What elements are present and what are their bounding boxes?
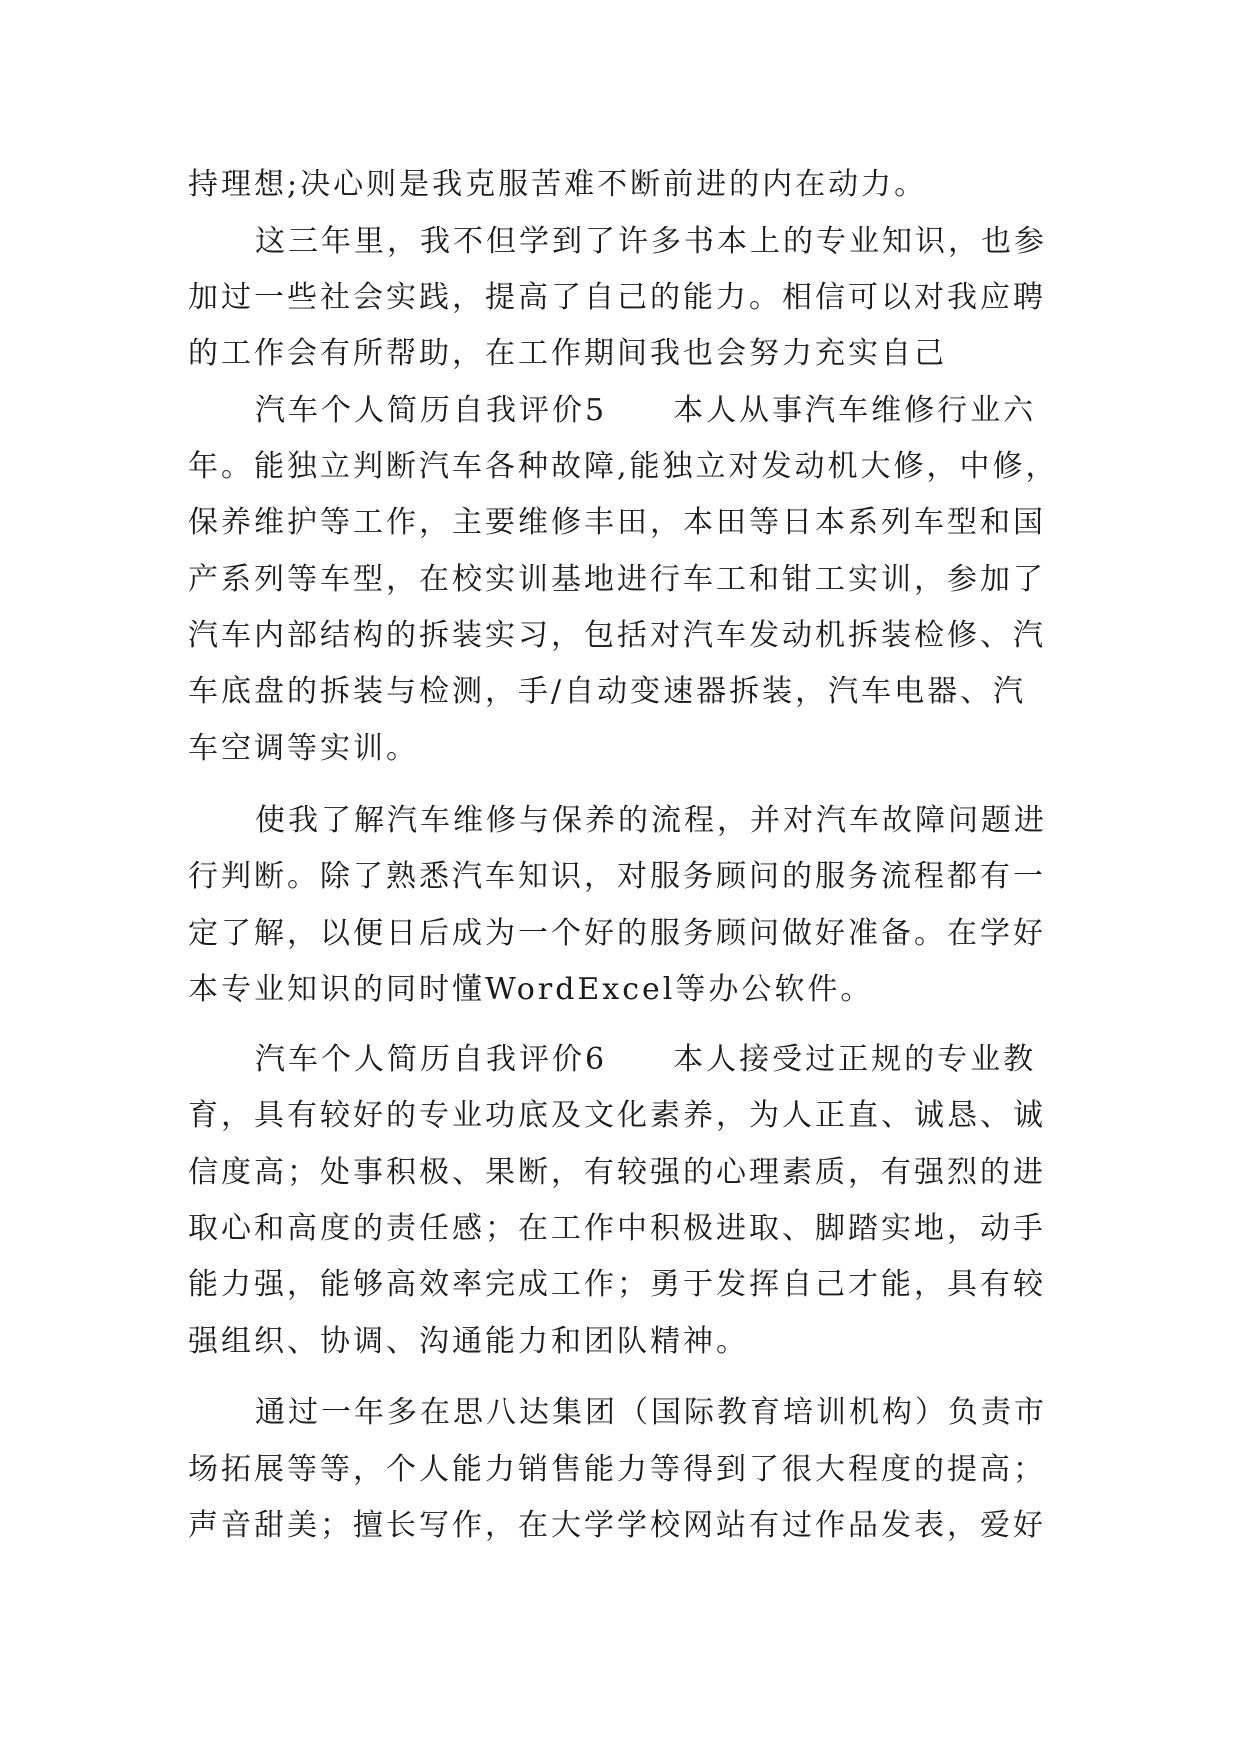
paragraph-first-line: 通过一年多在思八达集团（国际教育培训机构）负责市	[255, 1395, 1047, 1430]
paragraph-first-line: 使我了解汽车维修与保养的流程，并对汽车故障问题进	[255, 803, 1047, 838]
text-line: 的工作会有所帮助，在工作期间我也会努力充实自己	[188, 336, 947, 371]
text-line: 加过一些社会实践，提高了自己的能力。相信可以对我应聘	[188, 280, 1046, 315]
text-line: 育，具有较好的专业功底及文化素养，为人正直、诚恳、诚	[188, 1098, 1046, 1133]
paragraph-first-line: 这三年里，我不但学到了许多书本上的专业知识，也参	[255, 224, 1047, 259]
text-line: 能力强，能够高效率完成工作；勇于发挥自己才能，具有较	[188, 1267, 1046, 1302]
text-line: 定了解，以便日后成为一个好的服务顾问做好准备。在学好	[188, 916, 1046, 951]
text-line: 信度高；处事积极、果断，有较强的心理素质，有强烈的进	[188, 1155, 1046, 1190]
text-line: 年。能独立判断汽车各种故障,能独立对发动机大修，中修，	[188, 449, 1059, 484]
text-line: 声音甜美；擅长写作，在大学学校网站有过作品发表，爱好	[188, 1508, 1046, 1543]
section-heading-line: 汽车个人简历自我评价6 本人接受过正规的专业教	[255, 1042, 1037, 1077]
text-line: 保养维护等工作，主要维修丰田，本田等日本系列车型和国	[188, 505, 1046, 540]
text-line: 持理想;决心则是我克服苦难不断前进的内在动力。	[188, 167, 928, 202]
text-line: 车空调等实训。	[188, 731, 419, 766]
text-line: 汽车内部结构的拆装实习，包括对汽车发动机拆装检修、汽	[188, 618, 1046, 653]
text-line: 强组织、协调、沟通能力和团队精神。	[188, 1324, 749, 1359]
text-line: 取心和高度的责任感；在工作中积极进取、脚踏实地，动手	[188, 1211, 1046, 1246]
text-line: 产系列等车型，在校实训基地进行车工和钳工实训，参加了	[188, 562, 1046, 597]
text-line: 场拓展等等，个人能力销售能力等得到了很大程度的提高；	[188, 1452, 1046, 1487]
text-line: 车底盘的拆装与检测，手/自动变速器拆装，汽车电器、汽	[188, 674, 1027, 709]
text-line: 本专业知识的同时懂WordExcel等办公软件。	[188, 972, 874, 1007]
text-line: 行判断。除了熟悉汽车知识，对服务顾问的服务流程都有一	[188, 859, 1046, 894]
section-heading-line: 汽车个人简历自我评价5 本人从事汽车维修行业六	[255, 393, 1037, 428]
